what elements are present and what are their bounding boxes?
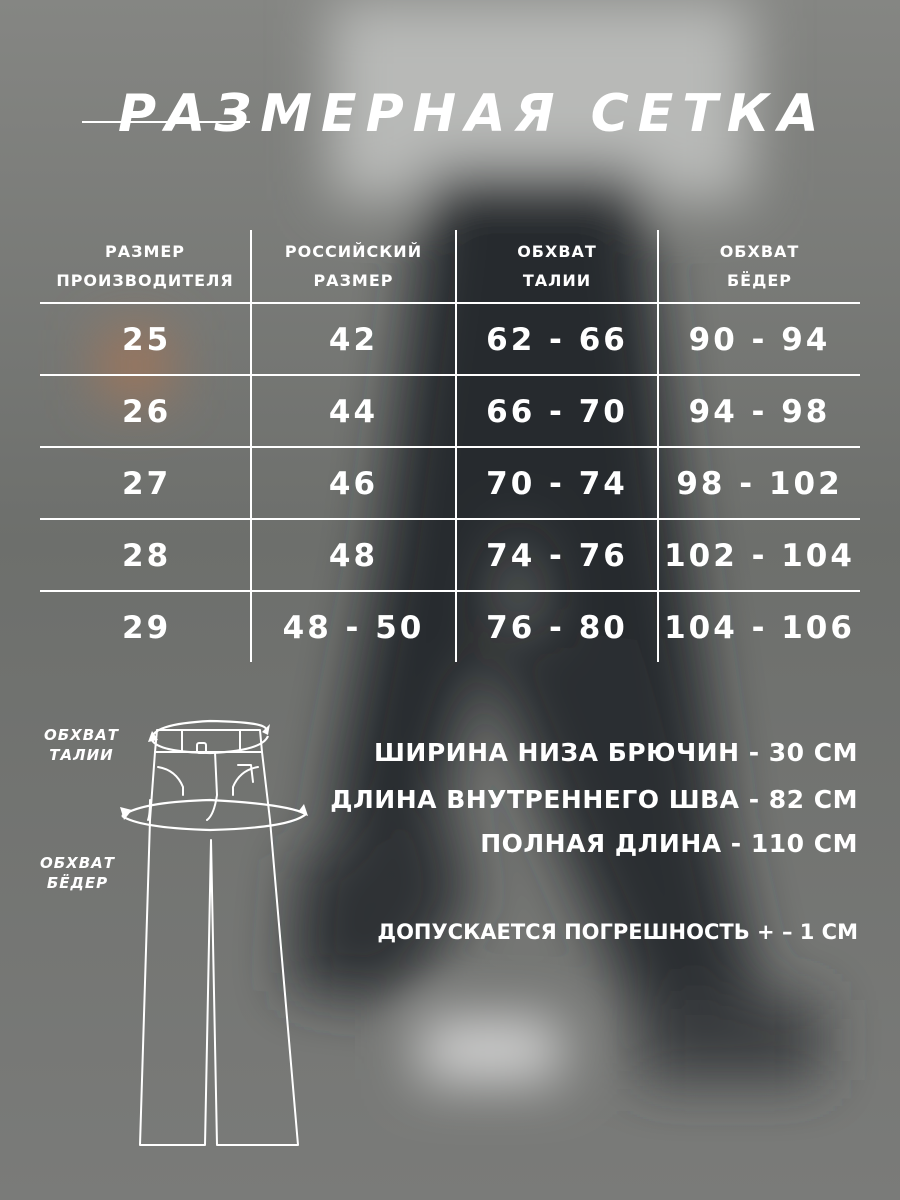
measurement-bottom-width: ШИРИНА НИЗА БРЮЧИН - 30 СМ bbox=[374, 738, 858, 767]
cell-manufacturer-size: 28 bbox=[122, 538, 172, 574]
cell-russian-size: 44 bbox=[328, 394, 379, 430]
cell-manufacturer-size: 27 bbox=[122, 466, 172, 502]
header-waist: ОБХВАТ ТАЛИИ bbox=[517, 242, 597, 290]
size-table bbox=[40, 230, 860, 662]
header-russian-size: РОССИЙСКИЙ РАЗМЕР bbox=[284, 242, 423, 290]
cell-hips: 94 - 98 bbox=[688, 394, 831, 430]
cell-russian-size: 48 - 50 bbox=[282, 610, 425, 646]
cell-hips: 98 - 102 bbox=[676, 466, 843, 502]
pants-outline-icon bbox=[0, 700, 330, 1170]
cell-manufacturer-size: 26 bbox=[122, 394, 172, 430]
cell-russian-size: 48 bbox=[328, 538, 379, 574]
cell-waist: 62 - 66 bbox=[486, 322, 628, 358]
page-title: РАЗМЕРНАЯ СЕТКА bbox=[118, 84, 828, 144]
tolerance-note: ДОПУСКАЕТСЯ ПОГРЕШНОСТЬ + – 1 СМ bbox=[377, 920, 858, 944]
cell-waist: 66 - 70 bbox=[486, 394, 628, 430]
cell-russian-size: 42 bbox=[328, 322, 379, 358]
hips-label: ОБХВАТ БЁДЕР bbox=[40, 854, 116, 892]
cell-waist: 70 - 74 bbox=[486, 466, 628, 502]
cell-hips: 104 - 106 bbox=[664, 610, 855, 646]
cell-manufacturer-size: 29 bbox=[122, 610, 172, 646]
cell-manufacturer-size: 25 bbox=[122, 322, 172, 358]
waist-label: ОБХВАТ ТАЛИИ bbox=[44, 726, 120, 764]
measurement-total-length: ПОЛНАЯ ДЛИНА - 110 СМ bbox=[480, 829, 858, 858]
pants-diagram bbox=[0, 700, 330, 1170]
cell-waist: 74 - 76 bbox=[486, 538, 628, 574]
cell-russian-size: 46 bbox=[328, 466, 379, 502]
header-manufacturer-size: РАЗМЕР ПРОИЗВОДИТЕЛЯ bbox=[56, 242, 234, 290]
cell-hips: 102 - 104 bbox=[664, 538, 855, 574]
measurement-inseam: ДЛИНА ВНУТРЕННЕГО ШВА - 82 СМ bbox=[330, 785, 858, 814]
cell-hips: 90 - 94 bbox=[688, 322, 831, 358]
cell-waist: 76 - 80 bbox=[486, 610, 628, 646]
header-hips: ОБХВАТ БЁДЕР bbox=[719, 242, 800, 290]
